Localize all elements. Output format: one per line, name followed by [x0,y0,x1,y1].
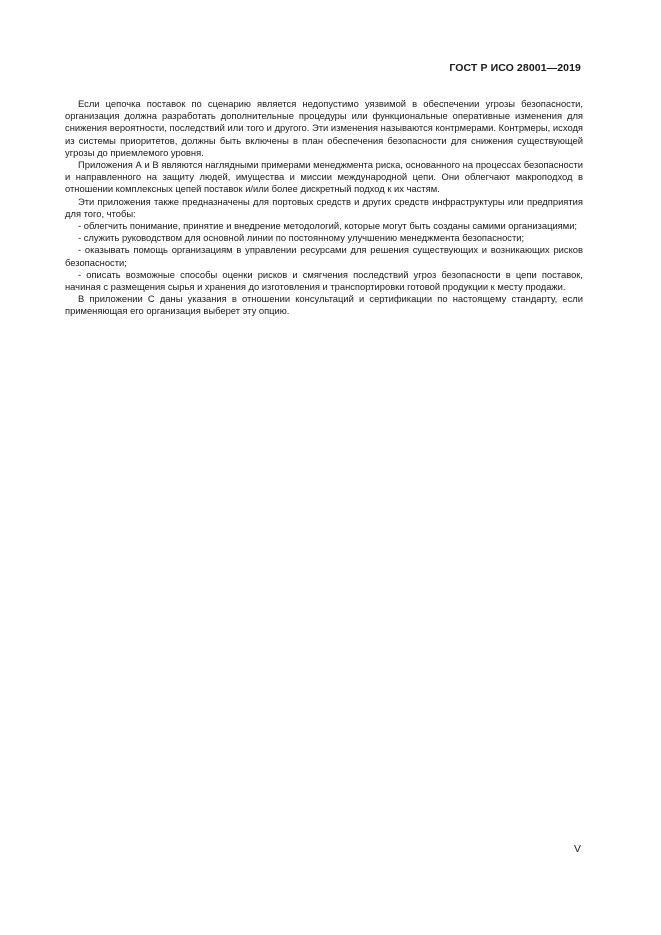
paragraph-annexes-ab: Приложения А и В являются наглядными примерами менеджмента риска, основанного на процессах безопасности и направленного на защиту людей, имущества и миссии международной цепи. Они облегчают макроподход в отношении комплексных цепей поставок и/или более дискретный подход к их частям. [65,159,583,195]
paragraph-annex-c: В приложении С даны указания в отношении консультаций и сертификации по настоящему стандарту, если применяющая его организация выберет эту опцию. [65,293,583,317]
list-item: - описать возможные способы оценки рисков и смягчения последствий угроз безопасности в цепи поставок, начиная с размещения сырья и хранения до изготовления и транспортировки готовой продукции к месту продажи. [65,268,583,293]
paragraph-annexes-purpose: Эти приложения также предназначены для портовых средств и других средств инфраструктуры или предприятия для того, чтобы: [65,195,583,219]
list-item: - оказывать помощь организациям в управлении ресурсами для решения существующих и возникающих рисков безопасности; [65,244,583,268]
standard-header: ГОСТ Р ИСО 28001—2019 [449,62,581,74]
list-item: - служить руководством для основной линии по постоянному улучшению менеджмента безопасности; [78,232,525,244]
body-text [65,98,583,318]
paragraph-countermeasures: Если цепочка поставок по сценарию является недопустимо уязвимой в обеспечении угрозы безопасности, организация должна разработать дополнительные процедуры или функциональные оперативные изменения для снижения вероятности, последствий или того и другого. Эти изменения называются контрмерами. Контрмеры, исходя из системы приоритетов, должны быть включены в план обеспечения безопасности для снижения существующей угрозы до приемлемого уровня. [65,98,583,158]
page-number: V [573,843,581,855]
list-item: - облегчить понимание, принятие и внедрение методологий, которые могут быть созданы самими организациями; [78,220,578,232]
